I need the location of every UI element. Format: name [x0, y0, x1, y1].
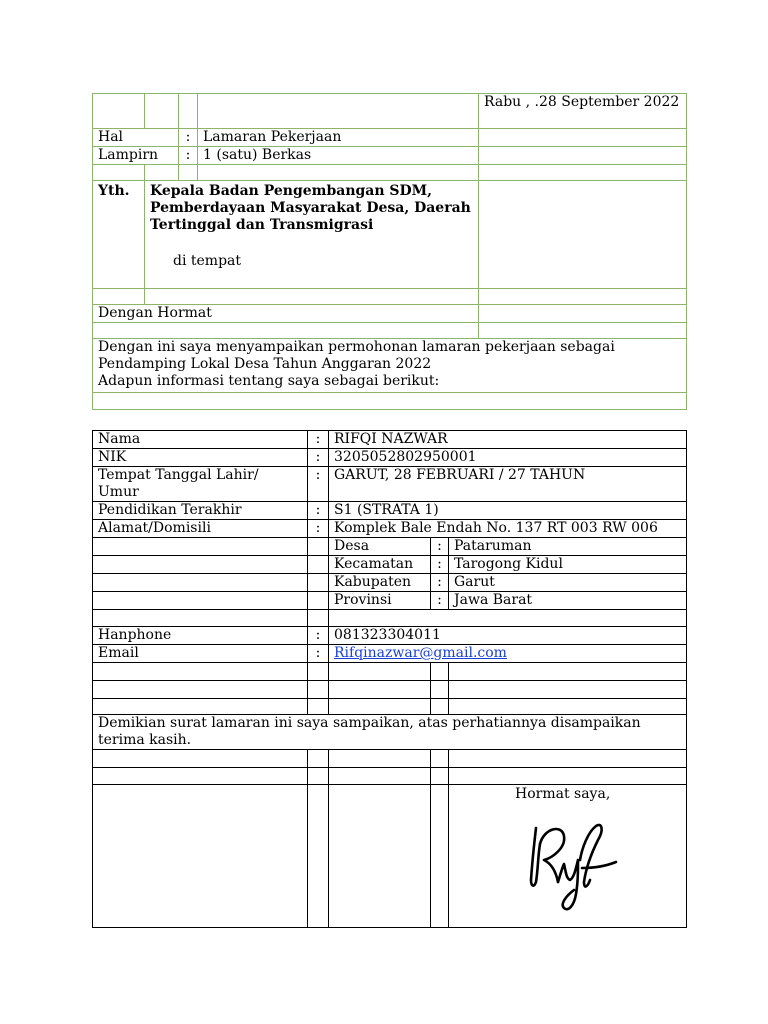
pendidikan-label: Pendidikan Terakhir: [93, 502, 308, 520]
pendidikan-value: S1 (STRATA 1): [329, 502, 687, 520]
recipient-name: Kepala Badan Pengembangan SDM, Pemberdayaan Masyarakat Desa, Daerah Tertinggal dan Transmigrasi: [150, 183, 471, 233]
email-link[interactable]: Rifqinazwar@gmail.com: [334, 645, 507, 661]
hp-value: 081323304011: [329, 627, 687, 645]
letter-date: Rabu , .28 September 2022: [479, 94, 687, 129]
desa-label: Desa: [329, 538, 431, 556]
colon: :: [431, 592, 449, 610]
colon: :: [179, 129, 198, 147]
lampiran-label: Lampirn: [93, 147, 179, 165]
colon: :: [308, 502, 329, 520]
yth-label: Yth.: [93, 181, 145, 289]
greeting: Dengan Hormat: [93, 305, 479, 323]
colon: :: [308, 627, 329, 645]
intro-text: Dengan ini saya menyampaikan permohonan lamaran pekerjaan sebagai Pendamping Lokal Desa Tahun Anggaran 2022: [98, 339, 615, 372]
desa-value: Pataruman: [449, 538, 687, 556]
colon: :: [308, 467, 329, 502]
provinsi-label: Provinsi: [329, 592, 431, 610]
signature-image: [522, 820, 622, 920]
lampiran-value: 1 (satu) Berkas: [198, 147, 479, 165]
nik-value: 3205052802950001: [329, 449, 687, 467]
kabupaten-label: Kabupaten: [329, 574, 431, 592]
signoff-text: Hormat saya,: [449, 785, 687, 928]
alamat-value: Komplek Bale Endah No. 137 RT 003 RW 006: [329, 520, 687, 538]
nama-label: Nama: [93, 431, 308, 449]
colon: :: [179, 147, 198, 165]
nik-label: NIK: [93, 449, 308, 467]
hp-label: Hanphone: [93, 627, 308, 645]
kecamatan-value: Tarogong Kidul: [449, 556, 687, 574]
colon: :: [308, 431, 329, 449]
provinsi-value: Jawa Barat: [449, 592, 687, 610]
kabupaten-value: Garut: [449, 574, 687, 592]
closing-text: Demikian surat lamaran ini saya sampaikan, atas perhatiannya disampaikan terima kasih.: [93, 715, 687, 750]
colon: :: [431, 556, 449, 574]
ttl-value: GARUT, 28 FEBRUARI / 27 TAHUN: [329, 467, 687, 502]
letter-header-table: [92, 93, 687, 410]
nama-value: RIFQI NAZWAR: [329, 431, 687, 449]
hal-value: Lamaran Pekerjaan: [198, 129, 479, 147]
colon: :: [431, 538, 449, 556]
alamat-label: Alamat/Domisili: [93, 520, 308, 538]
kecamatan-label: Kecamatan: [329, 556, 431, 574]
intro-info-line: Adapun informasi tentang saya sebagai berikut:: [98, 373, 440, 389]
recipient-location: di tempat: [173, 253, 242, 269]
hal-label: Hal: [93, 129, 179, 147]
email-label: Email: [93, 645, 308, 663]
ttl-label: Tempat Tanggal Lahir/ Umur: [93, 467, 308, 502]
colon: :: [431, 574, 449, 592]
colon: :: [308, 645, 329, 663]
colon: :: [308, 449, 329, 467]
colon: :: [308, 520, 329, 538]
